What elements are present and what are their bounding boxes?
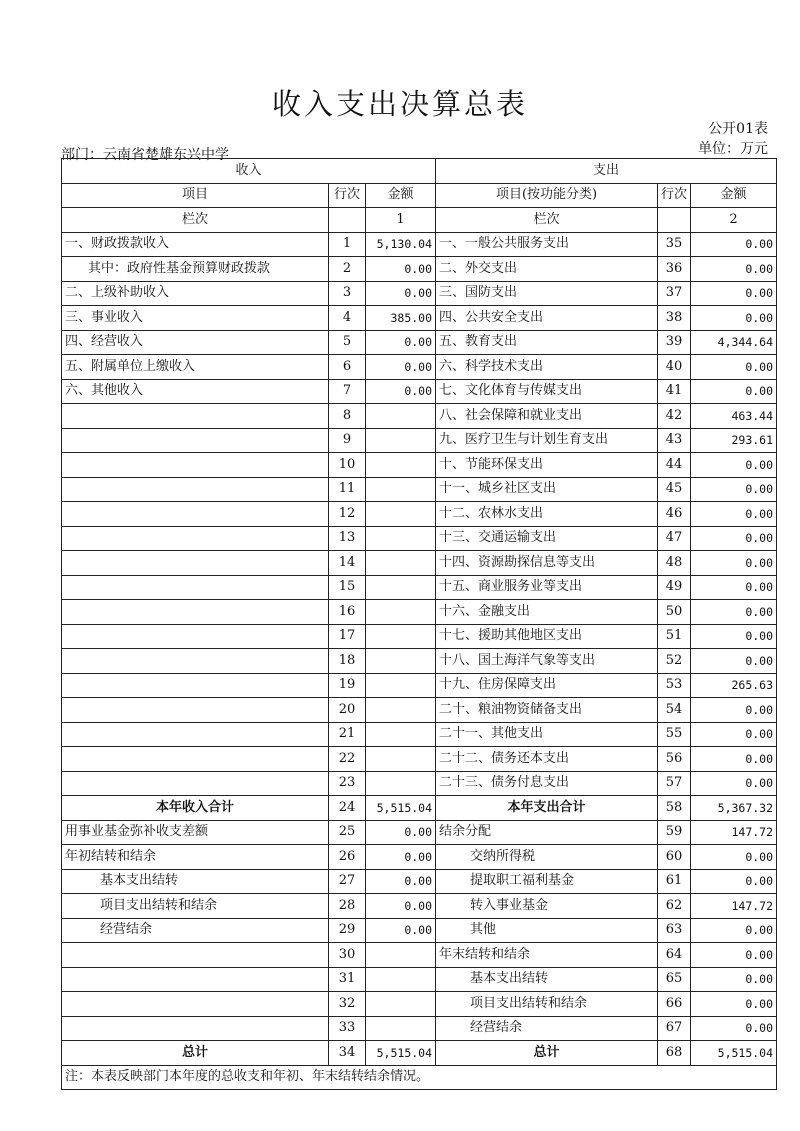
expense-item-cell: 提取职工福利基金 [436, 869, 658, 894]
expense-row-no-cell: 53 [658, 673, 691, 698]
income-row-no-cell: 33 [329, 1016, 366, 1041]
income-item-cell [62, 502, 329, 527]
expense-row-no-cell: 42 [658, 404, 691, 429]
expense-amount-cell: 0.00 [691, 698, 777, 723]
expense-item-cell: 经营结余 [436, 1016, 658, 1041]
table-row [62, 820, 777, 845]
expense-amount-cell: 0.00 [691, 453, 777, 478]
expense-item-cell: 基本支出结转 [436, 967, 658, 992]
income-amount-cell: 0.00 [366, 820, 436, 845]
income-amount-cell [366, 992, 436, 1017]
expense-item-cell: 八、社会保障和就业支出 [436, 404, 658, 429]
table-row [62, 673, 777, 698]
income-item-cell: 三、事业收入 [62, 306, 329, 331]
expense-row-no-cell: 56 [658, 747, 691, 772]
income-amount-cell: 0.00 [366, 379, 436, 404]
table-row [62, 257, 777, 282]
expense-item-cell: 二十二、债务还本支出 [436, 747, 658, 772]
income-amount-cell: 0.00 [366, 257, 436, 282]
expense-amount-cell: 0.00 [691, 722, 777, 747]
expense-item-cell: 年末结转和结余 [436, 943, 658, 968]
expense-row-no-cell: 63 [658, 918, 691, 943]
income-column-number: 1 [366, 208, 436, 233]
income-amount-cell [366, 722, 436, 747]
income-row-no-cell: 26 [329, 845, 366, 870]
table-row [62, 845, 777, 870]
table-row [62, 600, 777, 625]
expense-item-cell: 十五、商业服务业等支出 [436, 575, 658, 600]
income-row-no-cell: 27 [329, 869, 366, 894]
income-row-no-cell: 32 [329, 992, 366, 1017]
income-amount-cell [366, 404, 436, 429]
expense-item-cell: 十、节能环保支出 [436, 453, 658, 478]
income-amount-cell [366, 698, 436, 723]
expense-amount-cell: 0.00 [691, 526, 777, 551]
income-row-no-cell: 14 [329, 551, 366, 576]
income-row-no-cell: 11 [329, 477, 366, 502]
income-amount-cell [366, 477, 436, 502]
income-row-no-cell: 15 [329, 575, 366, 600]
income-item-cell [62, 1016, 329, 1041]
income-row-no-cell: 13 [329, 526, 366, 551]
income-amount-cell: 0.00 [366, 918, 436, 943]
table-row [62, 1016, 777, 1041]
expense-column-number: 2 [691, 208, 777, 233]
income-amount-cell: 5,515.04 [366, 796, 436, 821]
income-row-no-cell: 1 [329, 232, 366, 257]
income-item-cell [62, 771, 329, 796]
income-item-cell: 总计 [62, 1041, 329, 1066]
income-row-no-cell: 28 [329, 894, 366, 919]
income-amount-header: 金额 [366, 183, 436, 208]
income-amount-cell [366, 624, 436, 649]
table-note: 注：本表反映部门本年度的总收支和年初、年末结转结余情况。 [62, 1065, 777, 1090]
table-row [62, 502, 777, 527]
income-amount-cell [366, 502, 436, 527]
income-amount-cell [366, 453, 436, 478]
expense-item-cell: 结余分配 [436, 820, 658, 845]
expense-item-cell: 本年支出合计 [436, 796, 658, 821]
income-item-cell [62, 404, 329, 429]
expense-item-header: 项目(按功能分类) [436, 183, 658, 208]
expense-row-no-cell: 44 [658, 453, 691, 478]
income-item-cell: 年初结转和结余 [62, 845, 329, 870]
expense-amount-cell: 5,515.04 [691, 1041, 777, 1066]
income-row-no-cell: 29 [329, 918, 366, 943]
income-amount-cell [366, 600, 436, 625]
income-item-cell [62, 722, 329, 747]
expense-row-no-cell: 48 [658, 551, 691, 576]
table-row [62, 428, 777, 453]
income-row-no-cell: 23 [329, 771, 366, 796]
expense-row-no-cell: 60 [658, 845, 691, 870]
table-row [62, 281, 777, 306]
expense-amount-cell: 0.00 [691, 624, 777, 649]
expense-item-cell: 十七、援助其他地区支出 [436, 624, 658, 649]
expense-amount-cell: 0.00 [691, 477, 777, 502]
income-item-cell [62, 698, 329, 723]
expense-amount-cell: 293.61 [691, 428, 777, 453]
expense-item-cell: 其他 [436, 918, 658, 943]
income-row-no-cell: 9 [329, 428, 366, 453]
expense-amount-cell: 0.00 [691, 943, 777, 968]
expense-amount-cell: 5,367.32 [691, 796, 777, 821]
income-row-no-cell: 10 [329, 453, 366, 478]
expense-item-cell: 四、公共安全支出 [436, 306, 658, 331]
expense-amount-cell: 0.00 [691, 845, 777, 870]
expense-item-cell: 六、科学技术支出 [436, 355, 658, 380]
expense-item-cell: 九、医疗卫生与计划生育支出 [436, 428, 658, 453]
income-amount-cell [366, 943, 436, 968]
income-row-no-cell: 18 [329, 649, 366, 674]
expense-amount-cell: 0.00 [691, 747, 777, 772]
expense-item-cell: 交纳所得税 [436, 845, 658, 870]
expense-row-no-cell: 46 [658, 502, 691, 527]
expense-row-no-cell: 54 [658, 698, 691, 723]
table-row [62, 869, 777, 894]
income-row-no-cell: 19 [329, 673, 366, 698]
expense-item-cell: 七、文化体育与传媒支出 [436, 379, 658, 404]
table-row [62, 624, 777, 649]
income-amount-cell: 0.00 [366, 894, 436, 919]
table-row [62, 232, 777, 257]
income-amount-cell [366, 747, 436, 772]
income-item-cell: 用事业基金弥补收支差额 [62, 820, 329, 845]
expense-row-no-cell: 58 [658, 796, 691, 821]
expense-row-no-cell: 64 [658, 943, 691, 968]
expense-row-no-cell: 57 [658, 771, 691, 796]
income-item-cell: 二、上级补助收入 [62, 281, 329, 306]
income-item-cell [62, 624, 329, 649]
income-row-no-cell: 34 [329, 1041, 366, 1066]
table-row [62, 796, 777, 821]
income-section-header: 收入 [62, 159, 436, 184]
expense-amount-header: 金额 [691, 183, 777, 208]
income-item-cell [62, 649, 329, 674]
table-row [62, 698, 777, 723]
expense-item-cell: 十四、资源勘探信息等支出 [436, 551, 658, 576]
expense-amount-cell: 0.00 [691, 1016, 777, 1041]
unit-label: 单位：万元 [698, 141, 768, 157]
expense-item-cell: 十三、交通运输支出 [436, 526, 658, 551]
income-item-cell [62, 526, 329, 551]
expense-row-no-cell: 37 [658, 281, 691, 306]
expense-amount-cell: 0.00 [691, 967, 777, 992]
income-amount-cell: 0.00 [366, 355, 436, 380]
income-row-no-header: 行次 [329, 183, 366, 208]
expense-item-cell: 五、教育支出 [436, 330, 658, 355]
expense-item-cell: 十二、农林水支出 [436, 502, 658, 527]
income-item-cell [62, 992, 329, 1017]
expense-amount-cell: 4,344.64 [691, 330, 777, 355]
expense-row-no-cell: 59 [658, 820, 691, 845]
income-row-no-cell: 8 [329, 404, 366, 429]
expense-amount-cell: 0.00 [691, 379, 777, 404]
table-row [62, 967, 777, 992]
table-row [62, 477, 777, 502]
income-row-no-cell: 20 [329, 698, 366, 723]
income-amount-cell: 0.00 [366, 330, 436, 355]
table-row [62, 355, 777, 380]
income-row-no-cell: 3 [329, 281, 366, 306]
expense-row-no-cell: 49 [658, 575, 691, 600]
expense-row-no-cell: 66 [658, 992, 691, 1017]
income-item-cell [62, 551, 329, 576]
section-header-row [62, 159, 777, 184]
expense-amount-cell: 0.00 [691, 600, 777, 625]
income-row-no-cell: 31 [329, 967, 366, 992]
income-amount-cell [366, 428, 436, 453]
income-item-cell: 四、经营收入 [62, 330, 329, 355]
expense-item-cell: 十一、城乡社区支出 [436, 477, 658, 502]
income-row-no-cell: 22 [329, 747, 366, 772]
empty-cell [658, 208, 691, 233]
expense-section-header: 支出 [436, 159, 777, 184]
department-label: 部门：云南省楚雄东兴中学 [61, 147, 229, 163]
income-amount-cell [366, 551, 436, 576]
table-row [62, 943, 777, 968]
expense-amount-cell: 0.00 [691, 771, 777, 796]
expense-row-no-cell: 51 [658, 624, 691, 649]
income-row-no-cell: 12 [329, 502, 366, 527]
income-item-cell [62, 943, 329, 968]
income-column-label: 栏次 [62, 208, 329, 233]
expense-row-no-header: 行次 [658, 183, 691, 208]
expense-item-cell: 三、国防支出 [436, 281, 658, 306]
expense-row-no-cell: 55 [658, 722, 691, 747]
expense-row-no-cell: 41 [658, 379, 691, 404]
income-row-no-cell: 6 [329, 355, 366, 380]
income-row-no-cell: 24 [329, 796, 366, 821]
table-row [62, 1041, 777, 1066]
income-item-cell: 本年收入合计 [62, 796, 329, 821]
expense-amount-cell: 0.00 [691, 575, 777, 600]
expense-amount-cell: 0.00 [691, 232, 777, 257]
expense-row-no-cell: 68 [658, 1041, 691, 1066]
income-item-cell [62, 477, 329, 502]
income-row-no-cell: 4 [329, 306, 366, 331]
expense-amount-cell: 147.72 [691, 894, 777, 919]
table-row [62, 992, 777, 1017]
table-row [62, 551, 777, 576]
income-amount-cell [366, 673, 436, 698]
expense-row-no-cell: 45 [658, 477, 691, 502]
income-amount-cell [366, 1016, 436, 1041]
expense-amount-cell: 463.44 [691, 404, 777, 429]
income-item-cell [62, 453, 329, 478]
expense-item-cell: 一、一般公共服务支出 [436, 232, 658, 257]
expense-row-no-cell: 65 [658, 967, 691, 992]
table-row [62, 722, 777, 747]
income-amount-cell [366, 967, 436, 992]
income-amount-cell: 0.00 [366, 845, 436, 870]
expense-row-no-cell: 35 [658, 232, 691, 257]
expense-row-no-cell: 39 [658, 330, 691, 355]
expense-amount-cell: 0.00 [691, 502, 777, 527]
expense-amount-cell: 265.63 [691, 673, 777, 698]
expense-amount-cell: 0.00 [691, 281, 777, 306]
expense-row-no-cell: 38 [658, 306, 691, 331]
expense-item-cell: 十六、金融支出 [436, 600, 658, 625]
page-title: 收入支出决算总表 [271, 87, 528, 121]
income-amount-cell: 385.00 [366, 306, 436, 331]
income-amount-cell [366, 575, 436, 600]
expense-item-cell: 项目支出结转和结余 [436, 992, 658, 1017]
column-number-row [62, 208, 777, 233]
expense-amount-cell: 0.00 [691, 918, 777, 943]
table-row [62, 404, 777, 429]
income-row-no-cell: 7 [329, 379, 366, 404]
income-item-cell: 五、附属单位上缴收入 [62, 355, 329, 380]
income-item-cell [62, 747, 329, 772]
income-item-cell: 其中：政府性基金预算财政拨款 [62, 257, 329, 282]
income-expense-table [61, 158, 777, 1090]
expense-row-no-cell: 40 [658, 355, 691, 380]
expense-item-cell: 十九、住房保障支出 [436, 673, 658, 698]
expense-row-no-cell: 67 [658, 1016, 691, 1041]
expense-item-cell: 转入事业基金 [436, 894, 658, 919]
income-item-cell: 经营结余 [62, 918, 329, 943]
expense-row-no-cell: 62 [658, 894, 691, 919]
income-item-cell [62, 428, 329, 453]
expense-amount-cell: 0.00 [691, 355, 777, 380]
income-item-cell: 基本支出结转 [62, 869, 329, 894]
note-row [62, 1065, 777, 1090]
expense-item-cell: 十八、国土海洋气象等支出 [436, 649, 658, 674]
table-row [62, 649, 777, 674]
expense-row-no-cell: 52 [658, 649, 691, 674]
expense-amount-cell: 0.00 [691, 551, 777, 576]
income-item-cell: 一、财政拨款收入 [62, 232, 329, 257]
expense-amount-cell: 0.00 [691, 992, 777, 1017]
table-row [62, 330, 777, 355]
income-amount-cell: 5,515.04 [366, 1041, 436, 1066]
income-row-no-cell: 21 [329, 722, 366, 747]
expense-amount-cell: 147.72 [691, 820, 777, 845]
expense-row-no-cell: 50 [658, 600, 691, 625]
income-amount-cell: 0.00 [366, 869, 436, 894]
table-row [62, 453, 777, 478]
column-header-row [62, 183, 777, 208]
income-row-no-cell: 25 [329, 820, 366, 845]
expense-row-no-cell: 47 [658, 526, 691, 551]
expense-row-no-cell: 36 [658, 257, 691, 282]
income-amount-cell [366, 526, 436, 551]
table-row [62, 771, 777, 796]
income-item-cell [62, 673, 329, 698]
income-amount-cell: 0.00 [366, 281, 436, 306]
table-row [62, 918, 777, 943]
income-row-no-cell: 30 [329, 943, 366, 968]
income-row-no-cell: 17 [329, 624, 366, 649]
income-amount-cell [366, 649, 436, 674]
expense-column-label: 栏次 [436, 208, 658, 233]
table-row [62, 306, 777, 331]
expense-amount-cell: 0.00 [691, 649, 777, 674]
income-item-cell [62, 967, 329, 992]
income-amount-cell: 5,130.04 [366, 232, 436, 257]
table-row [62, 526, 777, 551]
expense-item-cell: 二、外交支出 [436, 257, 658, 282]
table-row [62, 575, 777, 600]
table-row [62, 379, 777, 404]
income-item-cell: 项目支出结转和结余 [62, 894, 329, 919]
income-amount-cell [366, 771, 436, 796]
table-row [62, 747, 777, 772]
income-row-no-cell: 2 [329, 257, 366, 282]
expense-item-cell: 二十、粮油物资储备支出 [436, 698, 658, 723]
expense-row-no-cell: 61 [658, 869, 691, 894]
income-item-header: 项目 [62, 183, 329, 208]
expense-amount-cell: 0.00 [691, 306, 777, 331]
income-row-no-cell: 16 [329, 600, 366, 625]
empty-cell [329, 208, 366, 233]
income-item-cell: 六、其他收入 [62, 379, 329, 404]
expense-amount-cell: 0.00 [691, 869, 777, 894]
income-row-no-cell: 5 [329, 330, 366, 355]
expense-row-no-cell: 43 [658, 428, 691, 453]
form-number: 公开01表 [708, 121, 768, 137]
expense-item-cell: 二十三、债务付息支出 [436, 771, 658, 796]
expense-item-cell: 总计 [436, 1041, 658, 1066]
expense-amount-cell: 0.00 [691, 257, 777, 282]
income-item-cell [62, 575, 329, 600]
income-item-cell [62, 600, 329, 625]
expense-item-cell: 二十一、其他支出 [436, 722, 658, 747]
table-row [62, 894, 777, 919]
